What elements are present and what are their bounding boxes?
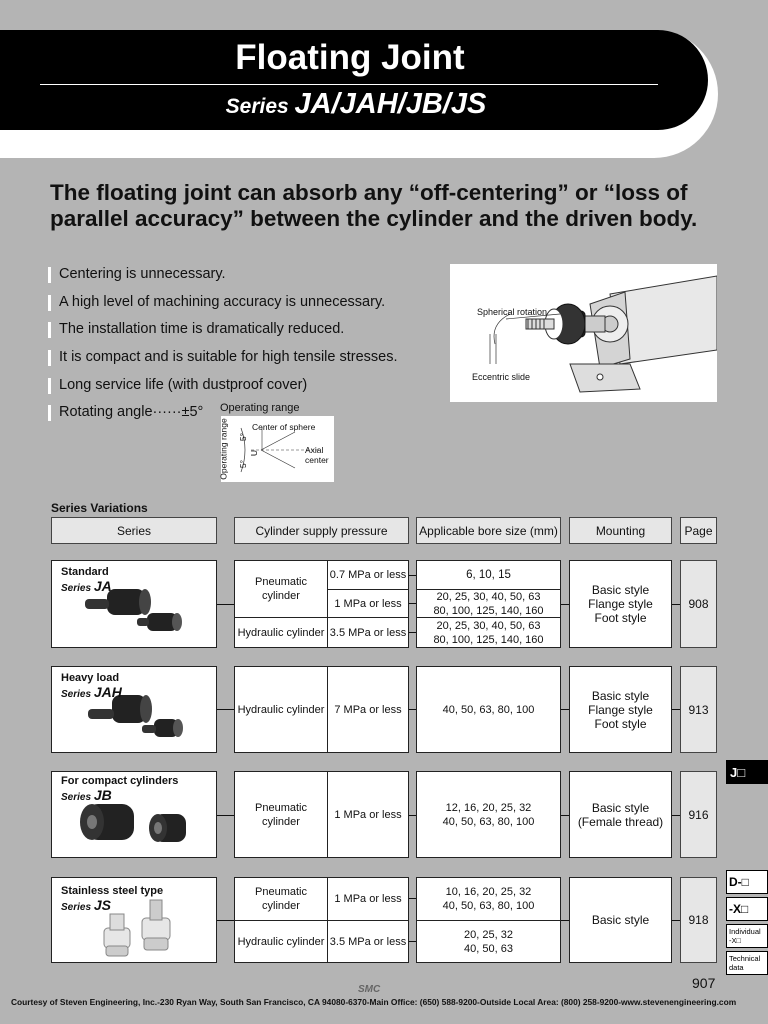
mounting-cell: Basic style (Female thread) <box>569 771 672 858</box>
connector-line <box>672 604 680 605</box>
connector-line <box>409 815 416 816</box>
mounting-cell: Basic style <box>569 877 672 963</box>
angle-bottom-label: 5° <box>238 459 249 469</box>
series-js-card <box>51 877 217 963</box>
connector-line <box>409 709 416 710</box>
connector-line <box>217 709 234 710</box>
series-code: Series JA <box>61 578 112 594</box>
bullet-item <box>50 377 307 393</box>
connector-line <box>217 920 234 921</box>
page-link-js[interactable]: 918 <box>680 877 717 963</box>
connector-line <box>409 603 416 604</box>
bore-cell: 20, 25, 32 40, 50, 63 <box>416 920 561 963</box>
smc-logo: SMC <box>358 984 381 995</box>
hydraulic-cylinder-cell: Hydraulic cylinder <box>234 920 328 963</box>
mounting-cell: Basic style Flange style Foot style <box>569 560 672 648</box>
eccentric-slide-label: Eccentric slide <box>472 372 531 382</box>
series-name: For compact cylinders <box>61 775 179 787</box>
side-tab-x[interactable]: -X□ <box>726 897 768 921</box>
side-tab-individual-line2: -X□ <box>729 936 742 945</box>
bullet-text: The installation time is dramatically reduced. <box>59 321 345 337</box>
side-tab-technical-line2: data <box>729 963 744 972</box>
page-subtitle <box>0 88 712 121</box>
bore-cell: 20, 25, 30, 40, 50, 63 80, 100, 125, 140, 160 <box>416 617 561 648</box>
operating-range-diagram <box>218 416 334 482</box>
connector-line <box>672 709 680 710</box>
pneumatic-cylinder-cell: Pneumatic cylinder <box>234 560 328 618</box>
series-ja-card <box>51 560 217 648</box>
series-name: Stainless steel type <box>61 885 164 897</box>
bullet-item <box>50 266 226 282</box>
pressure-cell: 1 MPa or less <box>327 877 409 921</box>
subtitle-series: JA/JAH/JB/JS <box>294 88 487 120</box>
bullet-item <box>50 321 344 337</box>
headline: The floating joint can absorb any “off-centering” or “loss of parallel accuracy” between the cylinder and the driven body. <box>50 180 698 231</box>
pressure-cell: 0.7 MPa or less <box>327 560 409 590</box>
bullet-text: Rotating angle······±5° <box>59 404 204 420</box>
pneumatic-cylinder-cell: Pneumatic cylinder <box>234 771 328 858</box>
series-name: Heavy load <box>61 672 120 684</box>
connector-line <box>561 815 569 816</box>
bore-cell: 20, 25, 30, 40, 50, 63 80, 100, 125, 140, 160 <box>416 589 561 618</box>
bore-cell: 12, 16, 20, 25, 32 40, 50, 63, 80, 100 <box>416 771 561 858</box>
connector-line <box>217 604 234 605</box>
bullet-item <box>50 294 385 310</box>
bullet-item <box>50 349 398 365</box>
side-tab-technical[interactable] <box>726 951 768 975</box>
hydraulic-cylinder-cell: Hydraulic cylinder <box>234 666 328 753</box>
header-page: Page <box>680 517 717 544</box>
connector-line <box>217 815 234 816</box>
series-code: Series JB <box>61 787 112 803</box>
side-tab-d[interactable]: D-□ <box>726 870 768 894</box>
header-bore: Applicable bore size (mm) <box>416 517 561 544</box>
connector-line <box>409 941 416 942</box>
header-mounting: Mounting <box>569 517 672 544</box>
series-code: Series JS <box>61 897 111 913</box>
bullet-text: Centering is unnecessary. <box>59 266 226 282</box>
mounting-cell: Basic style Flange style Foot style <box>569 666 672 753</box>
header-series: Series <box>51 517 217 544</box>
connector-line <box>672 920 680 921</box>
bore-cell: 10, 16, 20, 25, 32 40, 50, 63, 80, 100 <box>416 877 561 921</box>
bullet-text: It is compact and is suitable for high tensile stresses. <box>59 349 398 365</box>
page-link-jah[interactable]: 913 <box>680 666 717 753</box>
side-tab-j[interactable]: J□ <box>726 760 768 784</box>
operating-range-vertical-label: Operating range <box>218 418 229 480</box>
series-name: Standard <box>61 566 109 578</box>
subtitle-prefix: Series <box>225 95 295 118</box>
connector-line <box>409 632 416 633</box>
page-link-ja[interactable]: 908 <box>680 560 717 648</box>
series-jah-card <box>51 666 217 753</box>
connector-line <box>561 709 569 710</box>
floating-joint-illustration <box>450 264 717 402</box>
jb-product-image <box>74 798 204 856</box>
pressure-cell: 3.5 MPa or less <box>327 617 409 648</box>
spherical-rotation-label: Spherical rotation <box>477 307 548 317</box>
connector-line <box>561 920 569 921</box>
side-tab-individual-line1: Individual <box>729 927 761 936</box>
u-label: U <box>249 449 260 457</box>
bullet-item <box>50 404 203 420</box>
side-tab-individual[interactable] <box>726 924 768 948</box>
pneumatic-cylinder-cell: Pneumatic cylinder <box>234 877 328 921</box>
bore-cell: 6, 10, 15 <box>416 560 561 590</box>
axial-center-label: Axial center <box>305 445 329 465</box>
page-number: 907 <box>692 975 716 991</box>
header-pressure: Cylinder supply pressure <box>234 517 409 544</box>
connector-line <box>672 815 680 816</box>
footer-courtesy: Courtesy of Steven Engineering, Inc.-230 Ryan Way, South San Francisco, CA 94080-6370-Main Office: (650) 588-9200-Outside Local Area: (800) 258-9200-www.stevenengineering.com <box>11 997 737 1007</box>
operating-range-title: Operating range <box>220 402 300 414</box>
side-tab-technical-line1: Technical <box>729 954 761 963</box>
bore-cell: 40, 50, 63, 80, 100 <box>416 666 561 753</box>
pressure-cell: 7 MPa or less <box>327 666 409 753</box>
connector-line <box>409 898 416 899</box>
connector-line <box>561 604 569 605</box>
hydraulic-cylinder-cell: Hydraulic cylinder <box>234 617 328 648</box>
pressure-cell: 1 MPa or less <box>327 589 409 618</box>
center-of-sphere-label: Center of sphere <box>252 422 316 432</box>
pressure-cell: 1 MPa or less <box>327 771 409 858</box>
connector-line <box>409 575 416 576</box>
series-code: Series JAH <box>61 684 122 700</box>
series-variations-title: Series Variations <box>51 501 148 515</box>
page-title: Floating Joint <box>235 38 465 77</box>
page-link-jb[interactable]: 916 <box>680 771 717 858</box>
bullet-text: A high level of machining accuracy is unnecessary. <box>59 294 386 310</box>
bullet-text: Long service life (with dustproof cover) <box>59 377 308 393</box>
series-jb-card <box>51 771 217 858</box>
pressure-cell: 3.5 MPa or less <box>327 920 409 963</box>
title-divider <box>40 84 658 85</box>
angle-top-label: 5° <box>238 432 249 442</box>
